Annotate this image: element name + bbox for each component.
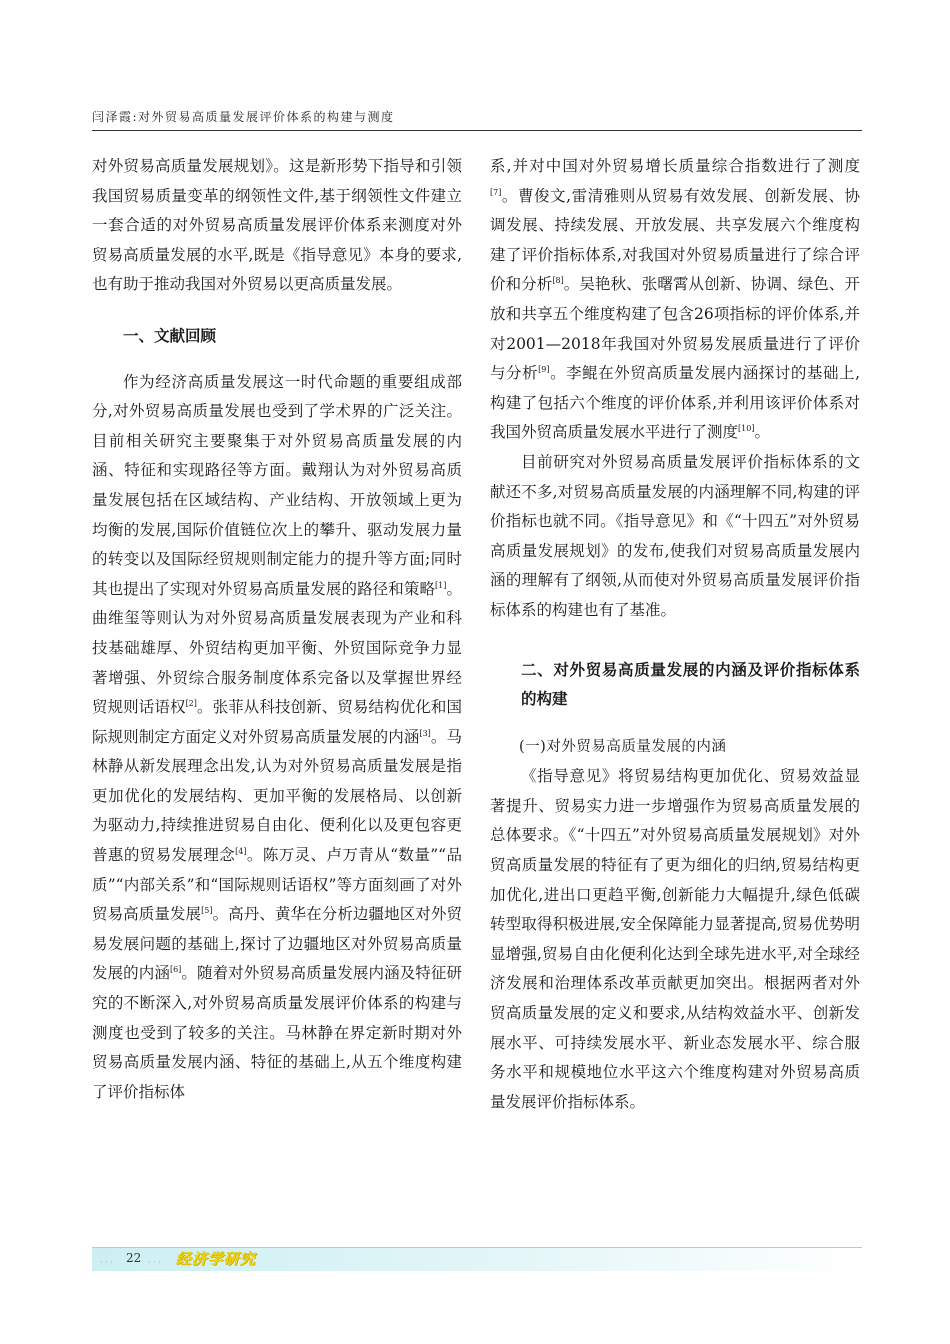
citation-ref: [5] xyxy=(201,906,213,916)
text-run: 。吴艳秋、张曙霄从创新、协调、绿色、开放和共享五个维度构建了包含26项指标的评价体系,并对2001—2018年我国对外贸易发展质量进行了评价与分析 xyxy=(490,275,860,383)
text-run: 。李鲲在外贸高质量发展内涵探讨的基础上,构建了包括六个维度的评价体系,并利用该评价体系对我国外贸高质量发展水平进行了测度 xyxy=(490,364,860,442)
paragraph-literature xyxy=(92,368,462,1108)
page-number: 22 xyxy=(126,1251,142,1265)
text-run: 。随着对外贸易高质量发展内涵及特征研究的不断深入,对外贸易高质量发展评价体系的构建与测度也受到了较多的关注。马林静在界定新时期对外贸易高质量发展内涵、特征的基础上,从五个维度构建了评价指标体 xyxy=(92,964,462,1101)
citation-ref: [10] xyxy=(738,424,755,434)
citation-ref: [9] xyxy=(538,365,550,374)
text-run: 作为经济高质量发展这一时代命题的重要组成部分,对外贸易高质量发展也受到了学术界的广泛关注。目前相关研究主要聚集于对外贸易高质量发展的内涵、特征和实现路径等方面。戴翔认为对外贸易高质量发展包括在区域结构、产业结构、开放领域上更为均衡的发展,国际价值链位次上的攀升、驱动发展力量的转变以及国际经贸规则制定能力的提升等方面;同时其也提出了实现对外贸易高质量发展的路径和策略 xyxy=(92,372,462,598)
text-run: 。 xyxy=(754,423,770,442)
citation-ref: [2] xyxy=(185,698,197,708)
header-rule xyxy=(92,130,862,131)
citation-ref: [8] xyxy=(552,276,564,286)
left-column xyxy=(92,152,462,1107)
citation-ref: [4] xyxy=(235,846,247,856)
paragraph-current-research: 目前研究对外贸易高质量发展评价指标体系的文献还不多,对贸易高质量发展的内涵理解不同,构建的评价指标也就不同。《指导意见》和《“十四五”对外贸易高质量发展规划》的发布,使我们对贸易高质量发展内涵的理解有了纲领,从而使对外贸易高质量发展评价指标体系的构建也有了基准。 xyxy=(490,452,860,619)
section-heading-literature-review: 一、文献回顾 xyxy=(123,326,217,345)
paragraph-connotation: 《指导意见》将贸易结构更加优化、贸易效益显著提升、贸易实力进一步增强作为贸易高质量发展的总体要求。《“十四五”对外贸易高质量发展规划》对外贸高质量发展的特征有了更为细化的归纳,贸易结构更加优化,进出口更趋平衡,创新能力大幅提升,绿色低碳转型取得积极进展,安全保障能力显著提高,贸易优势明显增强,贸易自由化便利化达到全球先进水平,对全球经济发展和治理体系改革贡献更加突出。根据两者对外贸高质量发展的定义和要求,从结构效益水平、创新发展水平、可持续发展水平、新业态发展水平、综合服务水平和规模地位水平这六个维度构建对外贸易高质量发展评价指标体系。 xyxy=(490,767,860,1111)
text-run: 。张菲从科技创新、贸易结构优化和国际规则制定方面定义对外贸易高质量发展的内涵 xyxy=(92,698,462,746)
text-run: 。高丹、黄华在分析边疆地区对外贸易发展问题的基础上,探讨了边疆地区对外贸易高质量发展的内涵 xyxy=(92,905,462,983)
section-heading-connotation: 二、对外贸易高质量发展的内涵及评价指标体系的构建 xyxy=(521,660,860,709)
citation-ref: [1] xyxy=(435,580,447,590)
paragraph-continued: 对外贸易高质量发展规划》。这是新形势下指导和引领我国贸易质量变革的纲领性文件,基于纲领性文件建立一套合适的对外贸易高质量发展评价体系来测度对外贸易高质量发展的水平,既是《指导意见》本身的要求,也有助于推动我国对外贸易以更高质量发展。 xyxy=(92,157,462,294)
running-header: 闫泽霞:对外贸易高质量发展评价体系的构建与测度 xyxy=(92,110,395,124)
citation-ref: [3] xyxy=(419,728,431,738)
footer-dots-left: · · · xyxy=(100,1258,113,1267)
right-column xyxy=(490,152,860,1117)
citation-ref: [7] xyxy=(490,187,502,197)
text-run: 。马林静从新发展理念出发,认为对外贸易高质量发展是指更加优化的发展结构、更加平衡的发展格局、以创新为驱动力,持续推进贸易自由化、便利化以及更包容更普惠的贸易发展理念 xyxy=(92,727,462,865)
text-run: 。曲维玺等则认为对外贸易高质量发展表现为产业和科技基础雄厚、外贸结构更加平衡、外贸国际竞争力显著增强、外贸综合服务制度体系完备以及掌握世界经贸规则话语权 xyxy=(92,579,462,717)
text-run: 。曹俊文,雷清雅则从贸易有效发展、创新发展、协调发展、持续发展、开放发展、共享发展六个维度构建了评价指标体系,对我国对外贸易质量进行了综合评价和分析 xyxy=(490,186,860,294)
text-run: 系,并对中国对外贸易增长质量综合指数进行了测度 xyxy=(490,157,860,175)
footer-dots-right: · · · xyxy=(148,1258,161,1267)
paragraph-continued xyxy=(490,152,860,448)
subsection-heading-connotation: (一)对外贸易高质量发展的内涵 xyxy=(519,738,727,755)
text-run: 。陈万灵、卢万青从“数量”“品质”“内部关系”和“国际规则话语权”等方面刻画了对外贸易高质量发展 xyxy=(92,846,462,924)
citation-ref: [6] xyxy=(169,965,182,975)
journal-logo: 经济学研究 xyxy=(176,1250,257,1268)
